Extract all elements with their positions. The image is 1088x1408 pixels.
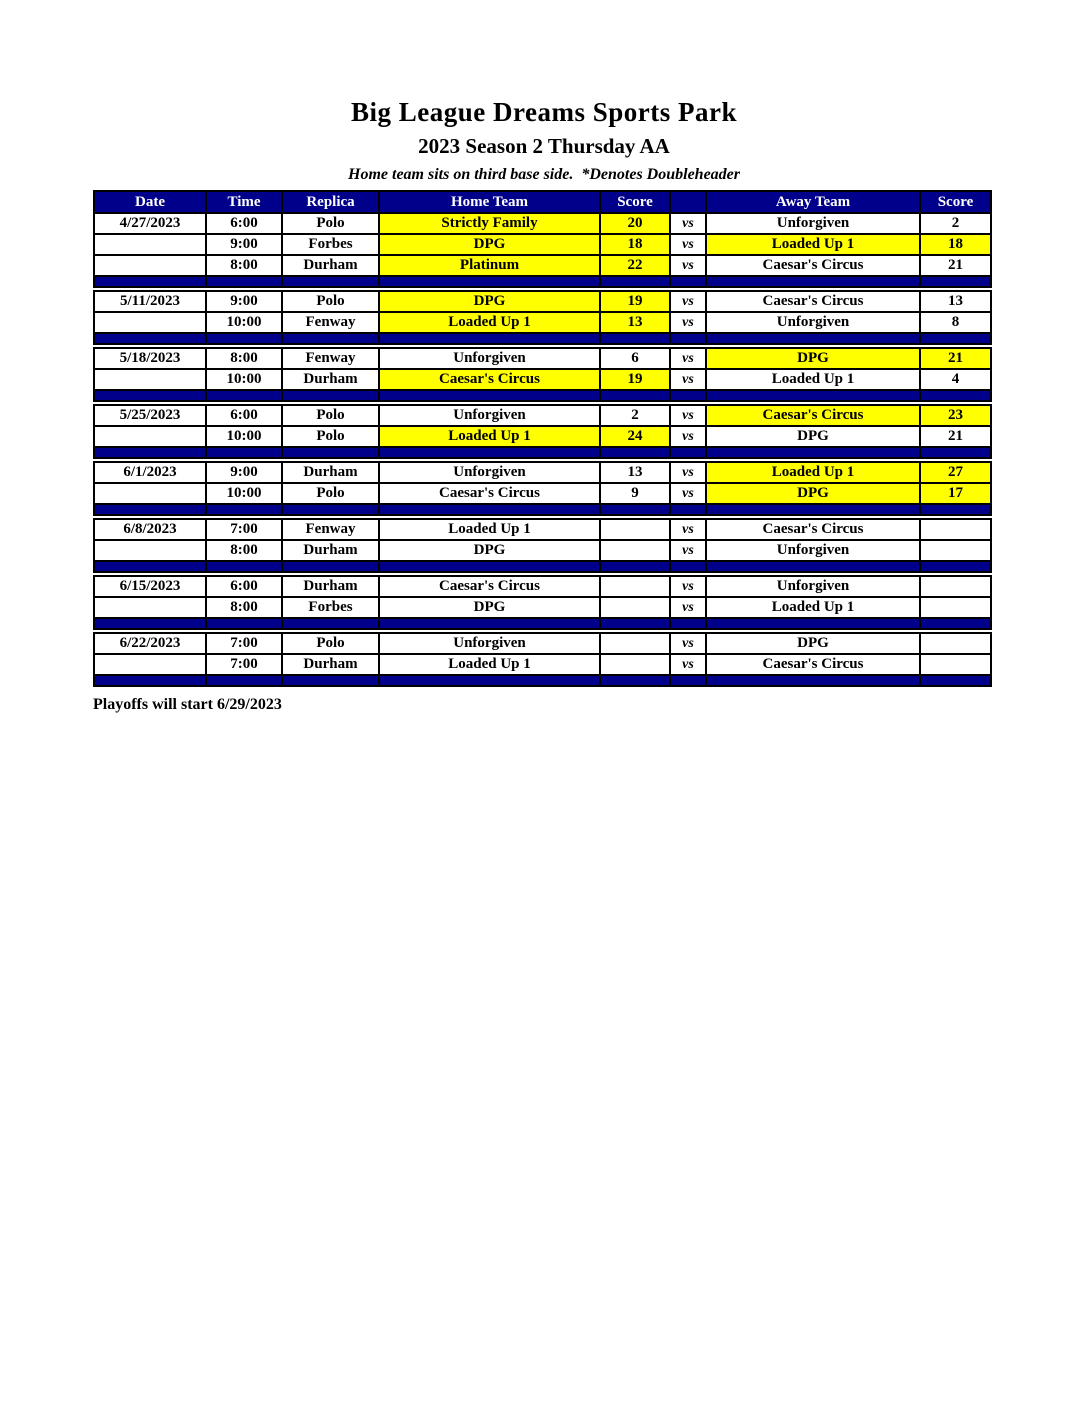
cell-home-team: DPG: [379, 540, 600, 561]
vs-label: vs: [670, 483, 706, 504]
vs-label: vs: [670, 633, 706, 654]
schedule-table: [93, 190, 992, 687]
cell-away-team: Unforgiven: [706, 312, 920, 333]
cell-away-score: [920, 519, 991, 540]
cell-home-team: Unforgiven: [379, 405, 600, 426]
game-row: [94, 633, 991, 654]
cell-home-score: [600, 633, 670, 654]
separator-cell: [670, 561, 706, 572]
vs-label: vs: [670, 348, 706, 369]
separator-cell: [379, 675, 600, 686]
cell-away-score: 13: [920, 291, 991, 312]
cell-away-team: Unforgiven: [706, 213, 920, 234]
cell-away-team: Caesar's Circus: [706, 654, 920, 675]
col-header-date: Date: [94, 191, 206, 213]
separator-cell: [670, 276, 706, 287]
cell-away-team: Loaded Up 1: [706, 369, 920, 390]
cell-away-score: 23: [920, 405, 991, 426]
separator-cell: [920, 276, 991, 287]
vs-label: vs: [670, 255, 706, 276]
separator-cell: [379, 447, 600, 458]
cell-date: [94, 426, 206, 447]
cell-away-team: Unforgiven: [706, 540, 920, 561]
separator-cell: [920, 561, 991, 572]
cell-time: 6:00: [206, 405, 282, 426]
col-header-time: Time: [206, 191, 282, 213]
separator-cell: [282, 333, 379, 344]
game-row: [94, 312, 991, 333]
cell-home-team: Loaded Up 1: [379, 654, 600, 675]
cell-time: 7:00: [206, 633, 282, 654]
cell-date: [94, 312, 206, 333]
col-header-away-team: Away Team: [706, 191, 920, 213]
playoffs-note: Playoffs will start 6/29/2023: [93, 696, 282, 713]
cell-time: 6:00: [206, 576, 282, 597]
cell-home-team: Unforgiven: [379, 633, 600, 654]
cell-home-score: [600, 654, 670, 675]
schedule-body: [94, 213, 991, 686]
col-header-vs: [670, 191, 706, 213]
vs-label: vs: [670, 462, 706, 483]
cell-away-score: [920, 576, 991, 597]
cell-replica: Fenway: [282, 348, 379, 369]
cell-away-score: 21: [920, 348, 991, 369]
cell-away-team: Loaded Up 1: [706, 234, 920, 255]
separator-cell: [282, 276, 379, 287]
cell-date: 6/22/2023: [94, 633, 206, 654]
separator-cell: [600, 618, 670, 629]
cell-home-team: Loaded Up 1: [379, 519, 600, 540]
cell-away-score: 2: [920, 213, 991, 234]
cell-date: [94, 597, 206, 618]
cell-time: 8:00: [206, 348, 282, 369]
cell-date: 4/27/2023: [94, 213, 206, 234]
cell-away-score: 21: [920, 255, 991, 276]
separator-cell: [206, 618, 282, 629]
cell-home-score: 9: [600, 483, 670, 504]
page-title: Big League Dreams Sports Park: [351, 97, 737, 127]
cell-away-team: Caesar's Circus: [706, 255, 920, 276]
vs-label: vs: [670, 312, 706, 333]
cell-replica: Polo: [282, 405, 379, 426]
separator-cell: [920, 618, 991, 629]
separator-cell: [920, 504, 991, 515]
separator-cell: [379, 561, 600, 572]
separator-cell: [600, 504, 670, 515]
cell-away-score: 8: [920, 312, 991, 333]
cell-date: 5/25/2023: [94, 405, 206, 426]
separator-cell: [920, 675, 991, 686]
separator-cell: [706, 390, 920, 401]
vs-label: vs: [670, 597, 706, 618]
separator-cell: [206, 447, 282, 458]
separator-cell: [94, 447, 206, 458]
separator-cell: [94, 390, 206, 401]
cell-home-team: Platinum: [379, 255, 600, 276]
separator-row: [94, 276, 991, 287]
col-header-home-score: Score: [600, 191, 670, 213]
separator-cell: [706, 504, 920, 515]
separator-cell: [920, 447, 991, 458]
separator-cell: [920, 390, 991, 401]
cell-home-team: Caesar's Circus: [379, 369, 600, 390]
cell-replica: Fenway: [282, 519, 379, 540]
game-row: [94, 213, 991, 234]
separator-cell: [206, 561, 282, 572]
cell-time: 8:00: [206, 597, 282, 618]
cell-replica: Forbes: [282, 597, 379, 618]
cell-time: 9:00: [206, 291, 282, 312]
cell-date: [94, 540, 206, 561]
cell-home-score: 19: [600, 291, 670, 312]
separator-cell: [379, 618, 600, 629]
separator-row: [94, 561, 991, 572]
cell-home-score: [600, 597, 670, 618]
cell-home-score: 13: [600, 462, 670, 483]
separator-cell: [206, 276, 282, 287]
separator-cell: [706, 276, 920, 287]
col-header-away-score: Score: [920, 191, 991, 213]
page-subtitle: 2023 Season 2 Thursday AA: [418, 134, 670, 158]
cell-home-score: 24: [600, 426, 670, 447]
cell-away-team: Loaded Up 1: [706, 462, 920, 483]
cell-time: 7:00: [206, 519, 282, 540]
vs-label: vs: [670, 576, 706, 597]
separator-cell: [670, 447, 706, 458]
vs-label: vs: [670, 234, 706, 255]
vs-label: vs: [670, 369, 706, 390]
separator-cell: [706, 333, 920, 344]
vs-label: vs: [670, 426, 706, 447]
cell-date: [94, 369, 206, 390]
game-row: [94, 426, 991, 447]
cell-replica: Durham: [282, 576, 379, 597]
cell-home-team: Caesar's Circus: [379, 483, 600, 504]
game-row: [94, 255, 991, 276]
cell-replica: Polo: [282, 426, 379, 447]
cell-time: 10:00: [206, 312, 282, 333]
cell-away-team: DPG: [706, 426, 920, 447]
cell-time: 10:00: [206, 369, 282, 390]
separator-cell: [600, 675, 670, 686]
cell-away-score: [920, 654, 991, 675]
cell-away-team: Caesar's Circus: [706, 405, 920, 426]
separator-row: [94, 447, 991, 458]
separator-cell: [94, 561, 206, 572]
game-row: [94, 597, 991, 618]
cell-away-score: [920, 540, 991, 561]
cell-away-score: 18: [920, 234, 991, 255]
separator-row: [94, 390, 991, 401]
game-row: [94, 405, 991, 426]
cell-date: 5/11/2023: [94, 291, 206, 312]
cell-home-team: Caesar's Circus: [379, 576, 600, 597]
cell-away-score: 17: [920, 483, 991, 504]
cell-home-team: Loaded Up 1: [379, 426, 600, 447]
cell-replica: Durham: [282, 255, 379, 276]
schedule-note: Home team sits on third base side. *Denotes Doubleheader: [348, 166, 740, 183]
separator-cell: [600, 447, 670, 458]
cell-home-score: 2: [600, 405, 670, 426]
cell-home-score: [600, 576, 670, 597]
header-row: [94, 191, 991, 213]
separator-row: [94, 618, 991, 629]
separator-cell: [379, 504, 600, 515]
cell-home-score: 13: [600, 312, 670, 333]
separator-cell: [670, 390, 706, 401]
cell-time: 7:00: [206, 654, 282, 675]
game-row: [94, 519, 991, 540]
game-row: [94, 348, 991, 369]
separator-cell: [706, 561, 920, 572]
game-row: [94, 483, 991, 504]
separator-cell: [206, 390, 282, 401]
vs-label: vs: [670, 654, 706, 675]
vs-label: vs: [670, 540, 706, 561]
separator-cell: [379, 276, 600, 287]
cell-date: 6/15/2023: [94, 576, 206, 597]
cell-date: 5/18/2023: [94, 348, 206, 369]
cell-time: 10:00: [206, 426, 282, 447]
separator-cell: [670, 618, 706, 629]
cell-replica: Durham: [282, 462, 379, 483]
cell-time: 10:00: [206, 483, 282, 504]
separator-cell: [282, 675, 379, 686]
cell-time: 8:00: [206, 540, 282, 561]
separator-cell: [670, 504, 706, 515]
game-row: [94, 654, 991, 675]
game-row: [94, 369, 991, 390]
cell-home-score: [600, 519, 670, 540]
separator-cell: [94, 333, 206, 344]
separator-cell: [94, 504, 206, 515]
cell-replica: Polo: [282, 483, 379, 504]
separator-row: [94, 504, 991, 515]
game-row: [94, 576, 991, 597]
separator-cell: [706, 618, 920, 629]
cell-replica: Durham: [282, 654, 379, 675]
cell-time: 9:00: [206, 462, 282, 483]
separator-cell: [706, 675, 920, 686]
separator-cell: [206, 675, 282, 686]
cell-away-score: 27: [920, 462, 991, 483]
cell-away-score: [920, 597, 991, 618]
cell-time: 8:00: [206, 255, 282, 276]
separator-cell: [379, 390, 600, 401]
game-row: [94, 462, 991, 483]
separator-cell: [600, 333, 670, 344]
cell-home-score: 22: [600, 255, 670, 276]
game-row: [94, 540, 991, 561]
separator-row: [94, 333, 991, 344]
separator-cell: [94, 675, 206, 686]
cell-replica: Polo: [282, 633, 379, 654]
cell-away-team: DPG: [706, 483, 920, 504]
col-header-home-team: Home Team: [379, 191, 600, 213]
cell-home-score: 6: [600, 348, 670, 369]
cell-date: [94, 234, 206, 255]
cell-date: 6/1/2023: [94, 462, 206, 483]
vs-label: vs: [670, 291, 706, 312]
cell-home-score: [600, 540, 670, 561]
game-row: [94, 234, 991, 255]
cell-home-team: DPG: [379, 597, 600, 618]
cell-away-score: 4: [920, 369, 991, 390]
separator-cell: [706, 447, 920, 458]
cell-date: [94, 483, 206, 504]
separator-cell: [600, 390, 670, 401]
separator-cell: [206, 333, 282, 344]
cell-away-team: Unforgiven: [706, 576, 920, 597]
cell-away-score: [920, 633, 991, 654]
separator-cell: [379, 333, 600, 344]
cell-home-score: 19: [600, 369, 670, 390]
separator-cell: [94, 618, 206, 629]
separator-cell: [94, 276, 206, 287]
cell-replica: Durham: [282, 369, 379, 390]
separator-cell: [600, 276, 670, 287]
cell-home-team: DPG: [379, 234, 600, 255]
game-row: [94, 291, 991, 312]
cell-date: [94, 255, 206, 276]
cell-replica: Durham: [282, 540, 379, 561]
separator-cell: [282, 447, 379, 458]
cell-home-team: Unforgiven: [379, 462, 600, 483]
col-header-replica: Replica: [282, 191, 379, 213]
cell-home-team: Loaded Up 1: [379, 312, 600, 333]
separator-cell: [282, 618, 379, 629]
separator-row: [94, 675, 991, 686]
cell-away-team: DPG: [706, 348, 920, 369]
cell-replica: Fenway: [282, 312, 379, 333]
cell-away-team: Caesar's Circus: [706, 519, 920, 540]
separator-cell: [920, 333, 991, 344]
separator-cell: [670, 675, 706, 686]
cell-replica: Forbes: [282, 234, 379, 255]
cell-home-team: Strictly Family: [379, 213, 600, 234]
cell-time: 9:00: [206, 234, 282, 255]
cell-home-team: Unforgiven: [379, 348, 600, 369]
vs-label: vs: [670, 405, 706, 426]
cell-home-score: 20: [600, 213, 670, 234]
cell-time: 6:00: [206, 213, 282, 234]
vs-label: vs: [670, 519, 706, 540]
separator-cell: [670, 333, 706, 344]
cell-replica: Polo: [282, 291, 379, 312]
cell-home-team: DPG: [379, 291, 600, 312]
cell-home-score: 18: [600, 234, 670, 255]
separator-cell: [206, 504, 282, 515]
separator-cell: [600, 561, 670, 572]
cell-away-team: DPG: [706, 633, 920, 654]
cell-replica: Polo: [282, 213, 379, 234]
cell-away-team: Caesar's Circus: [706, 291, 920, 312]
separator-cell: [282, 390, 379, 401]
separator-cell: [282, 504, 379, 515]
separator-cell: [282, 561, 379, 572]
vs-label: vs: [670, 213, 706, 234]
cell-date: [94, 654, 206, 675]
cell-date: 6/8/2023: [94, 519, 206, 540]
cell-away-team: Loaded Up 1: [706, 597, 920, 618]
schedule-header: [94, 191, 991, 213]
cell-away-score: 21: [920, 426, 991, 447]
